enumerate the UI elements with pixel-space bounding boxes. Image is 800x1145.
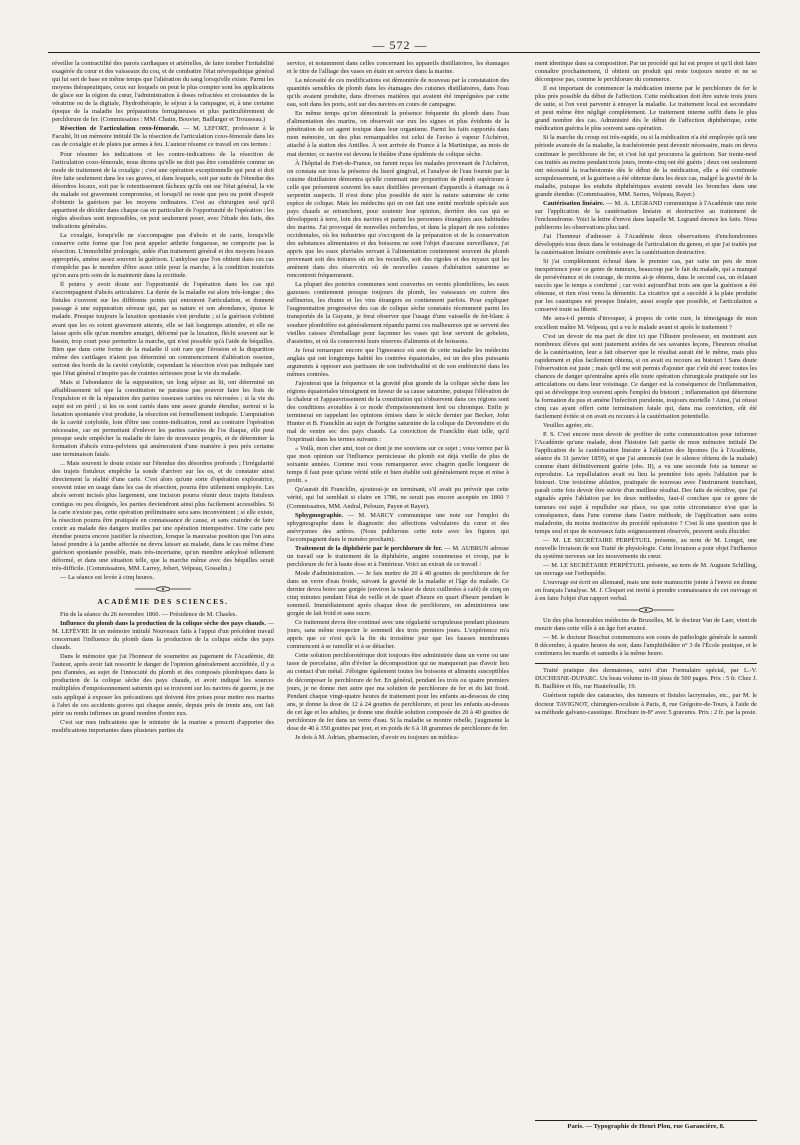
paragraph: Il est important de commencer la médication interne par le perchlorure de fer le plus près possible du début de l'affection. Cette médication doit être suivie trois jours de suite, si l'on veut parvenir à enrayer la maladie. Le traitement local est secondaire et peut même être négligé complètement. Le traitement interne suffit dans le plus grand nombre des cas. Administré dès le début de l'affection diphthérique, cette médication guérira le plus souvent sans opération. (535, 85, 757, 133)
ornament-divider (535, 607, 757, 613)
column-2 (287, 60, 509, 1120)
paragraph: La plupart des poteries communes sont couvertes en vernis plombifères, les eaux gazeuses contiennent presque toujours du plomb, les vaisseaux en cuivre des raffineries, les rhums et les vins étrangers en contiennent parfois. Pour expliquer l'augmentation progressive des cas de colique sèche constatés récemment parmi les transportés de la Guyane, je ferai observer que l'usage d'une vaisselle de fer-blanc à soudure plombifère est généralement répandu parmi ces malheureux qui se servent des vieilles caisses d'emballage pour façonner les vases qui leur servent de gobelets, d'assiettes, et où ils conservent leurs réserves d'aliments et de boissons. (287, 281, 509, 345)
page-number: — 572 — (372, 38, 428, 52)
paragraph: — M. LE SECRÉTAIRE PERPÉTUEL présente, au nom de M. Longet, une nouvelle livraison de son Traité de physiologie. Cette livraison a pour objet l'influence du système nerveux sur les mouvements du cœur. (535, 536, 757, 560)
article-lead: — M. MARCY communique une note sur l'emploi du sphygmographe dans le diagnostic des affections valvulaires du cœur et des anévrysmes des artères. (Nous publierons cette note avec les figures qui l'accompagnent dans le numéro prochain). (287, 511, 509, 543)
paragraph: C'est un devoir de ma part de dire ici que l'illustre professeur, en montrant aux nombreux élèves qui sont justement avides de ses savantes leçons, l'heureux résultat de la cautérisation, leur a fait observer que le résultat aurait été le même, mais plus rapidement et plus facilement obtenu, si on avait eu recours au bistouri ! Sans doute l'observation est juste ; mais qu'il me soit permis d'ajouter que c'eût été avec toutes les chances de danger qu'entraîne après elle toute opération chirurgicale pratiquée sur les articulations ou dans leur voisinage. Ce danger est la conséquence de l'inflammation, qui se développe trop souvent après l'emploi du bistouri ; inflammation qui détermine la formation du pus et amène l'infection purulente, toujours mortelle ! Ainsi, j'ai réussi cinq cas ayant offert cette terminaison fatale qui, dans ma conviction, eût été facilement évitée si on avait eu recours à la cautérisation potentielle. (535, 332, 757, 421)
header-rule (48, 52, 760, 53)
article-heading: Sphygmographie. (295, 511, 344, 519)
article-heading: Traitement de la diphthérie par le perchlorure de fer. (295, 544, 443, 552)
article-lead: — M. LEFORT, professeur à la Faculté, lit un mémoire intitulé De la résection de l'articulation coxo-fémorale dans les cas de coxalgie et de plaies par armes à feu. L'auteur résume ce travail en ces termes : (52, 125, 274, 149)
paragraph: En même temps qu'on démontrait la présence fréquente du plomb dans l'eau d'alimentation des marins, on observait sur eux les signes et plus évidents de la pénétration de cet agent toxique dans leur organisme. Parmi les faits rapportés dans mon mémoire, un des plus remarquables est celui de l'aviso à vapeur l'Achéron, attaché à la station des Antilles. À son arrivée de France à la Martinique, au mois de mai dernier, ce navire est devenu le théâtre d'une épidémie de colique sèche. (287, 110, 509, 158)
paragraph: À l'hôpital de Fort-de-France, on furent reçus les malades provenant de l'Achéron, on constata sur tous la présence du liseré gingival, et l'analyse de l'eau fournie par la cuisine distillatoire démontra qu'elle contenait une proportion de plomb supérieure à celle que présentent souvent les eaux distillées provenant d'appareils à étamage ou à serpentin suspects. Il n'est donc plus possible de nier la nature saturnine de cette espèce de colique. Mais les médecins qui en ont fait une entité morbide spéciale aux pays chauds se retranchent, pour soutenir leur opinion, derrière des cas qui se développent à terre, loin des navires et parmi les personnes étrangères aux habitudes des marins. J'ai provoqué de nouvelles recherches, et dans la plupart de nos colonies occidentales, où les industries qui s'occupent de la préparation et de la conservation des substances alimentaires et des boissons ne sont l'objet d'aucune surveillance, j'ai appris que les eaux pluviales servant à l'alimentation contiennent souvent du plomb provenant soit des toitures où on les recueille, soit des rigoles et des tuyaux qui les amènent dans des réservoirs où de nouvelles causes d'altération saturnine se rencontrent fréquemment. (287, 159, 509, 280)
article-sphygmography (287, 512, 509, 544)
paragraph: — La séance est levée à cinq heures. (60, 573, 155, 581)
column-3 (535, 60, 757, 1120)
paragraph: Je ferai remarquer encore que l'ignorance où sont de cette maladie les médecins anglais qui ont longtemps habité les contrées équatoriales, est un des plus puissants arguments à opposer aux partisans de son individualité et de son endémicité dans les mêmes contrées. (287, 346, 509, 378)
article-lead-poisoning (52, 620, 274, 652)
paragraph: Si j'ai complètement échoué dans le premier cas, par suite un peu de mon inexpérience pour ce genre de tumeurs, beaucoup par le fait du malade, qui a manqué de persévérance et de courage, de moins ai-je obtenu, dans le second cas, un éclatant succès que le temps a confirmé ; car voici aujourd'hui trois ans que la guérison a été obtenue, et rien n'est venu la démentir. La cicatrice qui a succédé à la plaie produite par les caustiques est presque linéaire, aussi souple que possible, et l'articulation a conservé toute sa liberté. (535, 258, 757, 314)
news-item: — M. le docteur Bouchut commencera son cours de pathologie générale le samedi 8 décembre, à quatre heures du soir, dans l'amphithéâtre n° 3 de l'École pratique, et le continuera les mardis et samedis à la même heure. (535, 634, 757, 658)
paragraph: Il pourra y avoir doute sur l'opportunité de l'opération dans les cas qui s'accompagnent d'abcès articulaires. La durée de la maladie est alors très-longue ; des fistules s'ouvrent sur les différents points qui entourent l'articulation, et donnent passage à une suppuration séreuse qui, par sa nature et son abondance, épuise le malade. Presque toujours la luxation spontanée s'est produite ; si la guérison s'obtient avant que les os soient gravement atteints, elle se fait longtemps attendre, et elle ne laisse après elle qu'un membre amaigri, déformé par la luxation, fléchi souvent sur le bassin, trop court pour permettre la marche, qui n'est possible qu'à l'aide de béquilles. Bien que dans cette forme de la maladie il soit rare que l'érosion et la disparition même des cartilages n'aient pas déterminé un commencement d'altération osseuse, surtout des bords de la cavité cotyloïde, cependant la résection n'est pas indiquée tant que l'état général n'inspire pas de craintes sérieuses pour la vie du malade. (52, 281, 274, 377)
advertisement: Traité pratique des dermatoses, suivi d'un Formulaire spécial, par L.-V. DUCHESNE-DUPARC. Un beau volume in-18 jésus de 500 pages. Prix : 5 fr. Chez J. B. Baillière et fils, rue Hautefeuille, 19. (535, 667, 757, 691)
article-heading: Résection de l'articulation coxo-fémorale. (60, 125, 180, 133)
divider (535, 663, 757, 664)
paragraph: réveiller la contractilité des parois cardiaques et artérielles, de faire tomber l'irritabilité exagérée du cœur et des vaisseaux du cou, et de combattre l'état névropathique général qui lui sert de base en même temps que l'altération du sang lorsqu'elle existe. Parmi les moyens thérapeutiques, ceux sur lesquels on peut le plus compter sont les applications de glace sur la région du cœur, l'administration à doses refractées et croissantes de la vératrine ou de la digitale, l'hydrothérapie, le séjour à la campagne, et, à une certaine époque de la maladie les préparations ferrugineuses et plus particulièrement de perchlorure de fer. (Commissaires : MM. Chatin, Bouvier, Baillarger et Trousseau.) (52, 60, 274, 124)
article-lead: — M. LEFÈVRE lit un mémoire intitulé Nouveaux faits à l'appui d'un précédent travail concernant l'influence du plomb dans la production de la colique sèche des pays chauds. (52, 620, 274, 652)
paragraph: service, et notamment dans celles concernant les appareils distillatoires, les étamages et le titre de l'alliage des vases en étain en service dans la marine. (287, 60, 509, 76)
paragraph: C'est sur mes indications que le ministre de la marine a prescrit d'apporter des modifications importantes dans plusieurs parties du (52, 718, 274, 734)
session-line: Fin de la séance du 26 novembre 1860. — Présidence de M. Chasles. (60, 611, 237, 619)
article-resection (52, 125, 274, 149)
paragraph: J'ai l'honneur d'adresser à l'Académie deux observations d'enchondromes développés tous deux dans le voisinage de l'articulation du genou, et que j'ai traités par la cautérisation linéaire combinée avec la cautérisation destructive. (535, 232, 757, 257)
paragraph: Ce traitement devra être continué avec une régularité scrupuleuse pendant plusieurs jours, sans même respecter le sommeil des trois premiers jours. L'expérience m'a appris que ce n'est qu'à la fin du troisième jour que les fausses membranes commencent à se ramollir et à se détacher. (287, 619, 509, 651)
paragraph: La nécessité de ces modifications est démontrée de nouveau par la constatation des quantités sensibles de plomb dans les étamages des cuisines distillatoires, dans l'eau qu'ils avaient produite, dans diverses matières qui avaient été imprégnées par cette eau, soit dans les ports, soit sur des navires en cours de campagne. (287, 77, 509, 109)
paragraph: ment identique dans sa composition. Par un procédé qui lui est propre et qu'il doit faire connaître prochainement, il obtient un produit qui reste toujours neutre et ne se décompose pas, comme le perchlorure du commerce. (535, 60, 757, 84)
paragraph: Dans le mémoire que j'ai l'honneur de soumettre au jugement de l'Académie, dit l'auteur, après avoir fait ressortir le danger de l'opinion généralement accréditée, il y a peu d'années, au sujet de l'innocuité du plomb et des composés plombiques dans la production de la colique sèche des pays chauds, et avoir indiqué les sources multipliées d'empoisonnement saturnin qui se trouvent sur les navires de guerre, je me suis appliqué à exposer les précautions qui doivent être prises pour mettre nos marins à l'abri de ces accidents graves qui chaque année, depuis près de trente ans, ont fait périr ou rendu infirmes un grand nombre d'entre eux. (52, 653, 274, 717)
paragraph: La coxalgie, lorsqu'elle ne s'accompagne pas d'abcès et de carie, lorsqu'elle conserve cette forme que l'on peut appeler arthrite fongueuse, ne comporte pas la résection. L'immobilité prolongée, aidée d'un traitement général et des moyens locaux appropriés, amène assez souvent la guérison. L'ankylose que l'on obtient dans ces cas n'empêche pas le membre d'être assez utile pour la marche, à la condition toutefois qu'on aura pris soin de la maintenir dans la rectitude. (52, 231, 274, 280)
paragraph: Qu'aurait dit Francklin, ajouterai-je en terminant, s'il avait pu prévoir que cette vérité, qui lui semblait si claire en 1786, ne serait pas encore acceptée en 1860 ? (Commissaires, MM. Andral, Pelouze, Payen et Rayer). (287, 486, 509, 510)
news-item: Un des plus honorables médecins de Bruxelles, M. le docteur Van de Laer, vient de mourir dans cette ville à un âge fort avancé. (535, 617, 757, 633)
article-lead: — M. AUBRUN adresse un travail sur le traitement de la diphthérie, angine couenneuse et croup, par le perchlorure de fer à haute dose et à l'intérieur. Voici un extrait de ce travail : (287, 544, 509, 568)
paragraph: Mode d'administration. — Je fais mettre de 20 à 40 gouttes de perchlorure de fer dans un verre d'eau froide, suivant la gravité de la maladie et l'âge du malade. Ce dernier devra boire une gorgée (environ la valeur de deux cuillerées à café) de cinq en cinq minutes pendant l'état de veille et de quart d'heure en quart d'heure pendant le sommeil. Immédiatement après chaque dose de perchlorure, on administrera une gorgée de lait froid et sans sucre. (287, 569, 509, 618)
paragraph: L'ouvrage est écrit en allemand, mais une note manuscrite jointe à l'envoi en donne en français l'analyse. M. J. Cloquet est invité à prendre connaissance de cet ouvrage et à en faire l'objet d'un rapport verbal. (535, 578, 757, 603)
article-diphtheria (287, 545, 509, 569)
printer-imprint: Paris. — Typographie de Henri Plon, rue Garancière, 8. (535, 1120, 757, 1130)
advertisement: Guérison rapide des cataractes, des tumeurs et fistules lacrymales, etc., par M. le docteur TAVIGNOT, chirurgien-oculiste à Paris, 8, rue Grégoire-de-Tours, à l'aide de sa méthode galvano-caustique. Brochure in-8° avec 5 gravures. Prix : 2 fr. par la poste. (535, 692, 757, 716)
paragraph: J'ajouterai que la fréquence et la gravité plus grande de la colique sèche dans les régions équatoriales témoignent en faveur de sa cause saturnine, puisque l'élévation de la chaleur et l'appauvrissement de la constitution qui s'observent dans ces régions sont des conditions avorables à ce mode d'empoisonnement lent ou chronique. Enfin je terminerai en rappelant les opinions émises dans le siècle dernier par Becker, John Hunter et B. Francklin au sujet de l'origine saturnine de la colique du Devonshire et du mal de ventre sec des pays chauds. La conviction de Francklin était telle, qu'il l'exprimait dans les termes suivants : (287, 379, 509, 444)
paragraph: Je dois à M. Adrian, pharmacien, d'avoir eu toujours un médica- (295, 733, 459, 741)
article-cauterization (535, 200, 757, 232)
quote-paragraph: « Voilà, mon cher ami, tout ce dont je me souviens sur ce sujet ; vous verrez par là que mon opinion sur l'influence pernicieuse du plomb est déjà vieille de plus de soixante années. Comme moi vous remarquerez avec chagrin quelle longueur de temps il faut pour qu'une vérité utile et bien établie soit généralement reçue et mise à profit. » (287, 445, 509, 485)
paragraph: Si la marche du croup est très-rapide, ou si la médication n'a été employée qu'à une période avancée de la maladie, la trachéotomie peut devenir nécessaire, mais on devra continuer le perchlorure de fer, et c'est lui qui procurera la guérison. Sur trente-neuf cas traités au moins pendant trois jours, trente-cinq ont été guéris ; deux ont seulement ont nécessité la trachéotomie dès le début de la médication, elle a été continuée scrupuleusement, et la guérison a été obtenue dans les deux cas, malgré la gravité de la maladie, puisque les enduits diphthériques avaient envahi les bronches dans une grande étendue. (Commissaires, MM. Serres, Velpeau, Rayer.) (535, 134, 757, 198)
paragraph: P. S. C'est encore mon devoir de profiter de cette communication pour informer l'Académie qu'une malade, dont l'histoire fait partie de mon mémoire intitulé De l'application de la cautérisation linéaire à l'ablation des lipomes (lu à l'Académie, séance du 31 janvier 1859), et que j'ai annoncée (sur le silence obtenu de la malade) comme étant définitivement guérie (obs. II), a vu une seconde fois sa tumeur se reproduire. La repullulation avait eu lieu la première fois après l'ablation par le bistouri. Une troisième ablation, pratiquée de nouveau avec l'instrument tranchant, paraît cette fois devoir être suivie d'un meilleur résultat. Des faits de récidive, que j'ai signalés après l'ablation par les deux méthodes, faut-il conclure que ce genre de tumeurs est sujet à repulluler sur place, ou que cette circonstance n'est que la conséquence, dans l'une comme dans l'autre méthode, de l'application sans soins maladroite, du moins instinctive du procédé opératoire ? C'est là une question que le temps seul et que de nouveaux faits soigneusement observés, peuvent seuls élucider. (535, 431, 757, 535)
ornament-divider (52, 586, 274, 592)
column-1 (52, 60, 274, 1120)
article-heading: Influence du plomb dans la production de la colique sèche des pays chauds. (60, 620, 266, 628)
paragraph: Pour résumer les indications et les contre-indications de la résection de l'articulation coxo-fémorale, nous dirons qu'elle ne doit pas être considérée comme un mode de traitement de la coxalgie ; c'est une opération exceptionnelle qui peut et doit être faite seulement dans les cas graves, et dans lesquels, soit par suite de l'étendue des désordres locaux, soit par le retentissement fâcheux qu'ils ont sur l'état général, la vie du malade est gravement compromise, et lorsqu'il ne reste que peu ou point d'espoir d'obtenir la guérison par les moyens ordinaires. C'est au chirurgien seul qu'il appartient de décider dans chaque cas en particulier de l'opportunité de l'opération : les règles absolues sont impossibles, on peut seulement poser, avec l'étude des faits, des indications générales. (52, 150, 274, 230)
section-heading: ACADÉMIE DES SCIENCES. (97, 597, 229, 606)
paragraph: Cette solution perchlorotérique doit toujours être administrée dans un verre ou une tasse de porcelaine, afin d'éviter la décomposition qui ne manquerait pas d'avoir lieu au contact d'un métal. J'éloigne également toutes les boissons et aliments susceptibles de décomposer le perchlorure de fer. En général, pendant les trois ou quatre premiers jours, je ne donne rien autre que ma solution de perchlorure de fer et du lait froid. Pendant chaque vingt-quatre heures de traitement pour les enfants au-dessous de cinq ans, je donne la dose de 12 à 24 gouttes de perchlorure, et pour les enfants au-dessus de cet âge et les adultes, je donne une double solution composée de 20 à 40 gouttes de perchlorure de fer dans un verre d'eau. Si la maladie se montre rebelle, j'augmente la dose de 40 à 350 gouttes par jour, et en poids de 6 à 18 grammes de perchlorure de fer. (287, 652, 509, 732)
article-heading: Cautérisation linéaire. (543, 199, 605, 207)
paragraph: ... Mais souvent le doute existe sur l'étendue des désordres profonds ; l'irrégularité des trajets fistuleux empêche la sonde d'arriver sur les os, et de constater ainsi directement la réalité d'une carie. C'est alors qu'une sorte d'opération exploratrice, souvent mise en usage dans les cas de résection, pourra être utilement employée. Les abcès seront incisés plus largement, une incision pourra réunir deux trajets fistuleux contigus ou peu éloignés, les parties deviendront ainsi plus facilement accessibles. Si la carie n'existe pas, cette opération préliminaire sera sans inconvénient ; si elle existe, la résection pourra être pratiquée en connaissance de cause, et sans craindre de faire courir au malade des dangers inutiles par une opération intempestive. Une carie peu étendue pourra encore justifier la résection, lorsque la mauvaise position que l'on aura laissé prendre à la jambe affectée ne devra laisser au malade, dans le cas même d'une guérison spontanée possible, mais très-incertaine, qu'un membre ankylosé tellement déformé, et dans une situation telle, que la marche même avec des béquilles serait très-difficile. (Commissaires, MM. Larrey, Jobert, Velpeau, Gosselin.) (52, 460, 274, 572)
paragraph: Me sera-t-il permis d'invoquer, à propos de cette cure, le témoignage de mon excellent maître M. Velpeau, qui a vu le malade avant et après le traitement ? (535, 315, 757, 331)
paragraph: — M. LE SECRÉTAIRE PERPÉTUEL présente, au nom de M. Auguste Schilling, un ouvrage sur l'orthopédie. (535, 561, 757, 577)
article-lead: — M. A. LEGRAND communique à l'Académie une note sur l'application de la cautérisation linéaire et destructive au traitement de l'enchondrome. Voici la lettre d'envoi dans laquelle M. Legrand énonce les faits. Nous publierons les observations plus tard. (535, 199, 757, 231)
paragraph: Mais si l'abondance de la suppuration, un long séjour au lit, ont déterminé un affaiblissement tel que la constitution ne paraisse pas pouvoir faire les frais de l'expulsion et de la réparation des parties osseuses cariées ou nécrosées ; si la vie du sujet est en péril ; si les os sont cariés dans une assez grande étendue, surtout si la luxation spontanée s'est produite, la résection est formellement indiquée. L'amputation de la cavité cotyloïde, loin d'être une contre-indication, rend au contraire l'opération nécessaire, car en permettant d'enlever les parties cariées de l'os iliaque, elle peut presque seule empêcher la maladie de faire de nouveaux progrès, et de déterminer la formation d'abcès extra-pelviens qui amèneraient d'une manière à peu près certaine une terminaison fatale. (52, 378, 274, 459)
paragraph: Veuillez agréer, etc. (543, 422, 594, 430)
